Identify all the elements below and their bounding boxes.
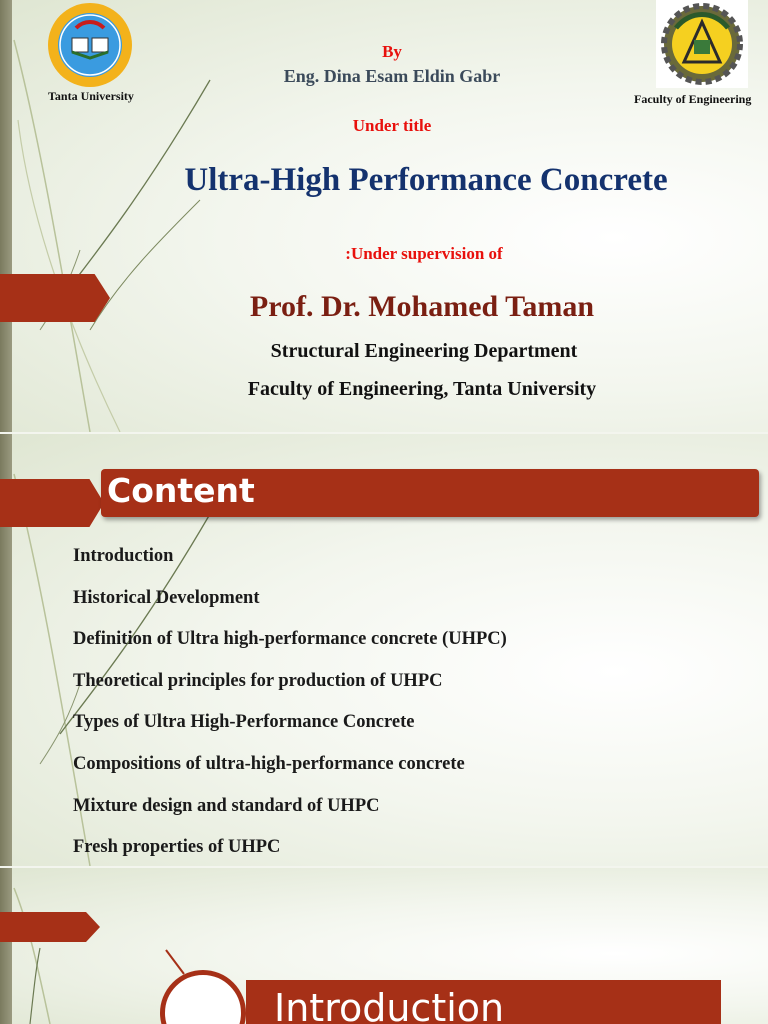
list-item [48,712,507,754]
bullet-icon [48,588,73,590]
bullet-icon [48,712,73,714]
title-slide [0,0,768,432]
arrow-tab [0,479,104,527]
introduction-heading-bar [246,980,721,1024]
list-item [48,754,507,796]
content-heading: Content [107,471,255,510]
list-item-text: Mixture design and standard of UHPC [73,795,380,816]
bullet-icon [48,546,73,548]
presentation-title: Ultra-High Performance Concrete [184,162,668,198]
left-accent-bar [0,868,12,1024]
bullet-icon [48,837,73,839]
list-item [48,837,507,866]
list-item [48,546,507,588]
list-item-text: Historical Development [73,587,260,608]
logo-left-caption: Tanta University [48,89,134,103]
content-heading-bar [101,469,759,517]
logo-right-caption: Faculty of Engineering [634,92,752,106]
list-item-text: Fresh properties of UHPC [73,837,281,858]
introduction-heading: Introduction [274,986,505,1024]
decorative-circle [160,970,246,1024]
bullet-icon [48,629,73,631]
under-title-label: Under title [352,116,432,135]
bullet-icon [48,754,73,756]
faculty-name: Faculty of Engineering, Tanta University [247,378,597,400]
list-item [48,588,507,630]
author-name: Eng. Dina Esam Eldin Gabr [283,66,501,86]
content-slide [0,434,768,866]
list-item [48,671,507,713]
list-item [48,629,507,671]
table-of-contents [48,546,507,866]
bullet-icon [48,796,73,798]
supervision-label: :Under supervision of [345,244,503,263]
by-label: By [382,42,402,61]
list-item-text: Definition of Ultra high-performance concrete (UHPC) [73,629,507,650]
list-item-text: Theoretical principles for production of UHPC [73,670,443,691]
department-name: Structural Engineering Department [270,340,578,362]
list-item-text: Types of Ultra High-Performance Concrete [73,712,415,733]
list-item [48,796,507,838]
supervisor-name: Prof. Dr. Mohamed Taman [249,290,595,323]
introduction-slide [0,868,768,1024]
list-item-text: Compositions of ultra-high-performance concrete [73,753,465,774]
list-item-text: Introduction [73,546,174,566]
left-accent-bar [0,0,12,432]
bullet-icon [48,671,73,673]
arrow-tab [0,912,100,942]
